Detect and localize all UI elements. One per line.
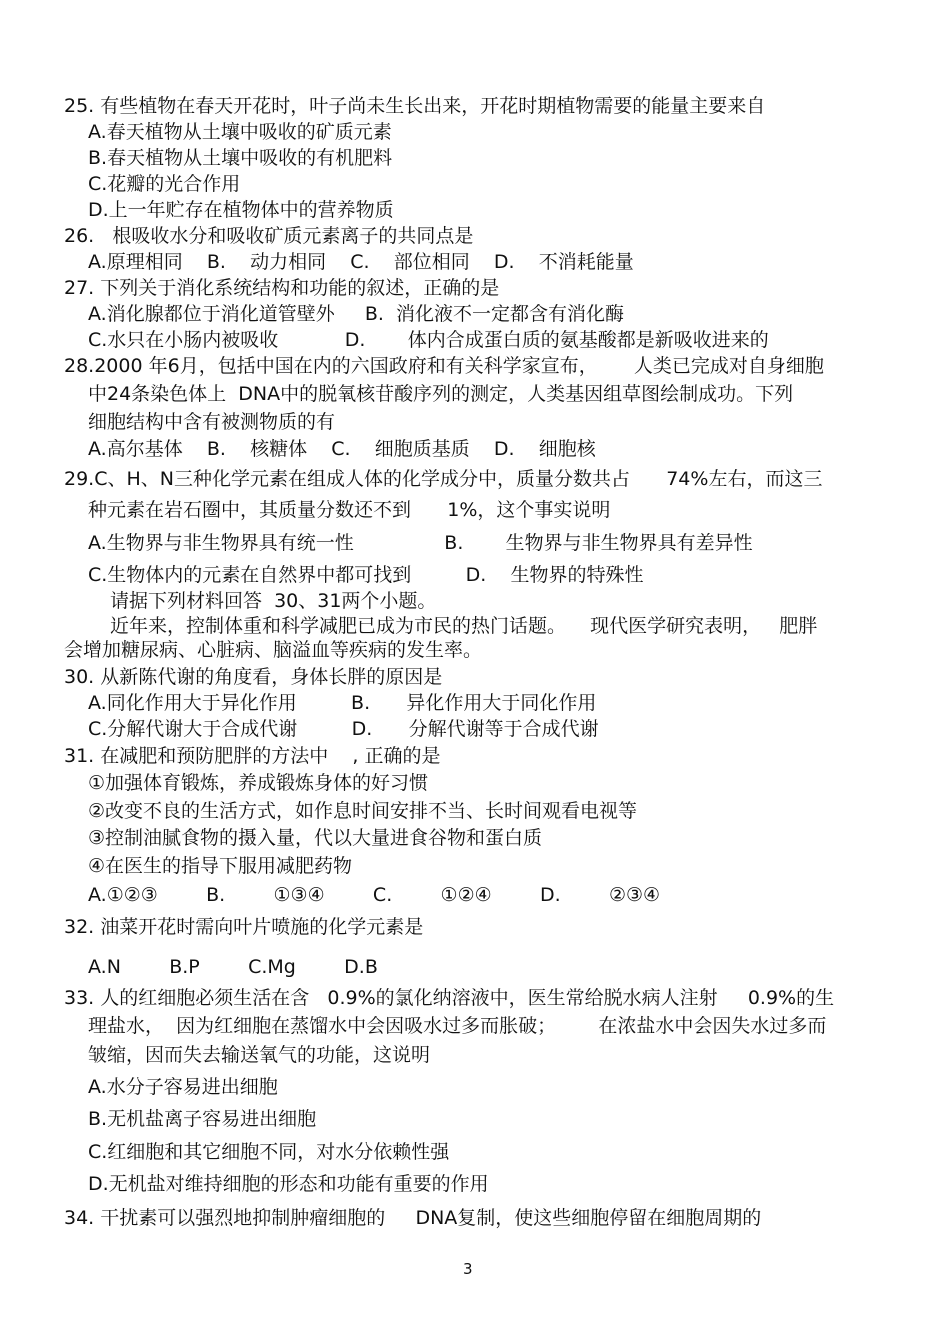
q25-option-a: A.春天植物从土壤中吸收的矿质元素 — [88, 121, 392, 143]
question-31-stem: 31. 在减肥和预防肥胖的方法中 , 正确的是 — [64, 745, 441, 767]
q33-option-a: A.水分子容易进出细胞 — [88, 1076, 278, 1098]
question-25-stem: 25. 有些植物在春天开花时，叶子尚未生长出来，开花时期植物需要的能量主要来自 — [64, 95, 766, 117]
q31-item-4: ④在医生的指导下服用减肥药物 — [88, 855, 353, 877]
q33-option-c: C.红细胞和其它细胞不同，对水分依赖性强 — [88, 1141, 450, 1163]
q25-option-b: B.春天植物从土壤中吸收的有机肥料 — [88, 147, 393, 169]
material-intro: 请据下列材料回答 30、31两个小题。 — [110, 590, 437, 612]
q31-item-1: ①加强体育锻炼，养成锻炼身体的好习惯 — [88, 772, 429, 794]
q29-options-cd: C.生物体内的元素在自然界中都可找到 D. 生物界的特殊性 — [88, 564, 644, 586]
q30-options-cd: C.分解代谢大于合成代谢 D. 分解代谢等于合成代谢 — [88, 718, 599, 740]
page-number: 3 — [463, 1260, 473, 1278]
question-28-stem-2: 中24条染色体上 DNA中的脱氧核苷酸序列的测定，人类基因组草图绘制成功。下列 — [88, 383, 794, 405]
question-29-stem-2: 种元素在岩石圈中，其质量分数还不到 1%，这个事实说明 — [88, 499, 611, 521]
material-text-2: 会增加糖尿病、心脏病、脑溢血等疾病的发生率。 — [64, 639, 483, 661]
q31-options: A.①②③ B. ①③④ C. ①②④ D. ②③④ — [88, 884, 661, 906]
question-27-stem: 27. 下列关于消化系统结构和功能的叙述，正确的是 — [64, 277, 500, 299]
q32-options: A.N B.P C.Mg D.B — [88, 956, 378, 978]
material-text-1: 近年来，控制体重和科学减肥已成为市民的热门话题。 现代医学研究表明， 肥胖 — [110, 615, 818, 637]
question-33-stem-1: 33. 人的红细胞必须生活在含 0.9%的氯化纳溶液中，医生常给脱水病人注射 0.9%的生 — [64, 987, 835, 1009]
q28-options: A.高尔基体 B. 核糖体 C. 细胞质基质 D. 细胞核 — [88, 438, 596, 460]
q33-option-b: B.无机盐离子容易进出细胞 — [88, 1108, 317, 1130]
q25-option-c: C.花瓣的光合作用 — [88, 173, 241, 195]
q27-options-ab: A.消化腺都位于消化道管壁外 B. 消化液不一定都含有消化酶 — [88, 303, 625, 325]
q31-item-3: ③控制油腻食物的摄入量，代以大量进食谷物和蛋白质 — [88, 827, 543, 849]
question-26-stem: 26. 根吸收水分和吸收矿质元素离子的共同点是 — [64, 225, 474, 247]
question-33-stem-3: 皱缩，因而失去输送氧气的功能，这说明 — [88, 1044, 431, 1066]
q27-options-cd: C.水只在小肠内被吸收 D. 体内合成蛋白质的氨基酸都是新吸收进来的 — [88, 329, 769, 351]
q30-options-ab: A.同化作用大于异化作用 B. 异化作用大于同化作用 — [88, 692, 597, 714]
q29-options-ab: A.生物界与非生物界具有统一性 B. 生物界与非生物界具有差异性 — [88, 532, 753, 554]
q25-option-d: D.上一年贮存在植物体中的营养物质 — [88, 199, 394, 221]
question-28-stem-1: 28.2000 年6月，包括中国在内的六国政府和有关科学家宣布， 人类已完成对自身细胞 — [64, 355, 824, 377]
q26-options: A.原理相同 B. 动力相同 C. 部位相同 D. 不消耗能量 — [88, 251, 634, 273]
q31-item-2: ②改变不良的生活方式，如作息时间安排不当、长时间观看电视等 — [88, 800, 638, 822]
question-28-stem-3: 细胞结构中含有被测物质的有 — [88, 411, 336, 433]
question-34-stem: 34. 干扰素可以强烈地抑制肿瘤细胞的 DNA复制，使这些细胞停留在细胞周期的 — [64, 1207, 762, 1229]
q33-option-d: D.无机盐对维持细胞的形态和功能有重要的作用 — [88, 1173, 489, 1195]
question-29-stem-1: 29.C、H、N三种化学元素在组成人体的化学成分中，质量分数共占 74%左右，而这三 — [64, 468, 823, 490]
question-32-stem: 32. 油菜开花时需向叶片喷施的化学元素是 — [64, 916, 424, 938]
question-33-stem-2: 理盐水， 因为红细胞在蒸馏水中会因吸水过多而胀破； 在浓盐水中会因失水过多而 — [88, 1015, 827, 1037]
question-30-stem: 30. 从新陈代谢的角度看，身体长胖的原因是 — [64, 666, 443, 688]
